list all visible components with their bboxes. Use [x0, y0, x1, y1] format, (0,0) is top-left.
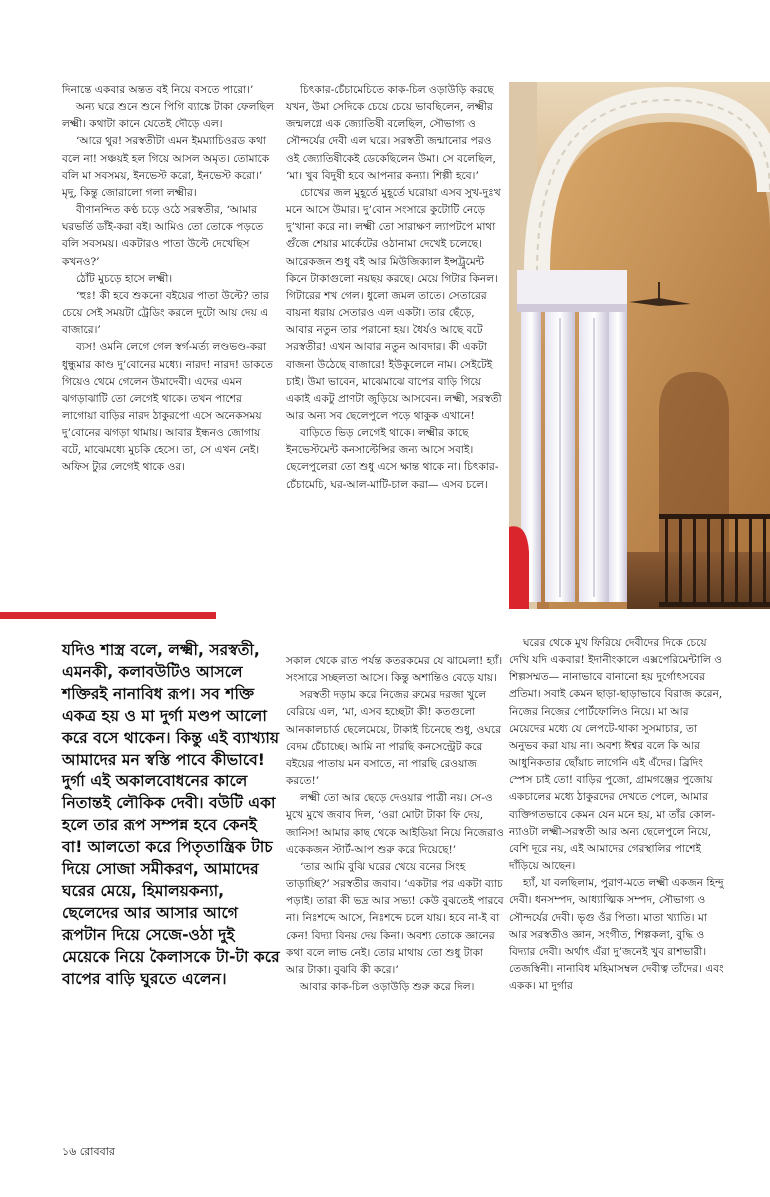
- page-folio: ১৬ রোববার: [62, 1145, 115, 1158]
- paragraph: ‘আরে থুর! সরস্বতীটা এমন ইমম্যাচিওরড কথা বলে না! সঞ্চয়ই হল গিয়ে আসল অমৃত। তোমাকে বলি মা সবসময়, ইনভেস্ট করো, ইনভেস্ট করো।’ মৃদু, কিন্তু জোরালো গলা লক্ষ্মীর।: [62, 135, 270, 199]
- paragraph: চোখের জল মুহূর্তে মুহূর্তে ঘরোয়া এসব সুখ-দুঃখ মনে আসে উমার। দু’বোন সংসারে কুটোটি নেড়ে দু’খানা করে না। লক্ষ্মী তো সারাক্ষণ ল্যাপটপে মাথা গুঁজে শেয়ার মার্কেটের ওঠানামা দেখেই চলেছে। আরেকজন শুধু বই আর মিউজিক্যাল ইন্সট্রুমেন্ট কিনে টাকাগুলো নয়ছয় করছে। মেয়ে গিটার কিনল। গিটারের শখ গেল। ধুলো জমল তাতে। সেতারের বায়না ধরায় সেতারও এল একটা। তার ছেঁড়ে, আবার নতুন তার পরানো হয়। ধৈর্যও আছে বটে সরস্বতীর! এখন আবার নতুন আবদার। কী একটা বাজনা উঠেছে বাজারে! ইউকুলেলে নাম। সেইটেই চাই। উমা ভাবেন, মাঝেমাঝে বাপের বাড়ি গিয়ে একাই একটু প্রাণটা জুড়িয়ে আসবেন। লক্ষ্মী, সরস্বতী আর অন্য সব ছেলেপুলে পড়ে থাকুক এখানে!: [286, 186, 502, 422]
- pull-quote: যদিও শাস্ত্র বলে, লক্ষ্মী, সরস্বতী, এমনকী, কলাবউটিও আসলে শক্তিরই নানাবিধ রূপ। সব শক্তি একত্র হয় ও মা দুর্গা মণ্ডপ আলো করে বসে থাকেন। কিন্তু এই ব্যাখ্যায় আমাদের মন স্বস্তি পাবে কীভাবে! দুর্গা এই অকালবোধনের কালে নিতান্তই লৌকিক দেবী। বউটি একা হলে তার রূপ সম্পন্ন হবে কেনই বা! আলতো করে পিতৃতান্ত্রিক টাচ দিয়ে সোজা সমীকরণ, আমাদের ঘরের মেয়ে, হিমালয়কন্যা, ছেলেদের আর আসার আগে রূপটান দিয়ে সেজে-ওঠা দুই মেয়েকে নিয়ে কৈলাসকে টা-টা করে বাপের বাড়ি ঘুরতে এলেন।: [62, 641, 280, 988]
- article-column-middle-lower: [286, 653, 504, 996]
- paragraph: বাড়িতে ভিড় লেগেই থাকে। লক্ষ্মীর কাছে ইনভেস্টমেন্ট কনসাল্টেন্সির জন্য আসে সবাই। ছেলেপুলেরা তো শুধু এসে ক্ষান্ত থাকে না। চিৎকার-চেঁচামেচি, ঘর-আল-মাটি-চাল করা— এসব চলে।: [286, 427, 499, 491]
- paragraph: ‘হুঃ! কী হবে শুকনো বইয়ের পাতা উল্টে? তার চেয়ে সেই সময়টা ট্রেডিং করলে দুটো আয় দেয় এ বাজারে।’: [62, 289, 269, 337]
- paragraph: ঠোঁট মুচড়ে হাসে লক্ষ্মী।: [76, 272, 173, 285]
- paragraph: অন্য ঘরে শুনে শুনে পিগি ব্যাঙ্কে টাকা ফেলছিল লক্ষ্মী। কথাটা কানে যেতেই দৌড়ে এল।: [62, 101, 274, 131]
- paragraph: আবার কাক-চিল ওড়াউড়ি শুরু করে দিল।: [300, 980, 475, 993]
- arched-hall-illustration: [509, 82, 770, 609]
- paragraph: সকাল থেকে রাত পর্যন্ত কতরকমের যে ঝামেলা! হ্যাঁ। সংসারে সচ্ছলতা আসে। কিন্তু অশান্তিও বেড়ে যায়।: [286, 655, 503, 685]
- article-column-left: [62, 82, 276, 477]
- paragraph: ‘তার আমি বুঝি ঘরের খেয়ে বনের সিংহ তাড়াচ্ছি?’ সরস্বতীর জবাব। ‘একটার পর একটা ব্যাচ পড়াই। তারা কী ভদ্র আর সভ্য! কেউ বুঝতেই পারবে না। নিঃশব্দে আসে, নিঃশব্দে চলে যায়। হবে না-ই বা কেন! বিদ্যা বিনয় দেয় কিনা। অবশ্য তোকে জ্ঞানের কথা বলে লাভ নেই। তোর মাথায় তো শুধু টাকা আর টাকা। বুঝবি কী করে।’: [286, 860, 504, 976]
- article-column-right: [509, 635, 725, 995]
- paragraph: বীণানন্দিত কণ্ঠ চড়ে ওঠে সরস্বতীর, ‘আমার ঘরভর্তি ডাঁই-করা বই। আমিও তো তোকে পড়তে বলি সবসময়। একটারও পাতা উল্টে দেখেছিস কখনও?’: [62, 204, 264, 268]
- paragraph: দিনান্তে একবার অন্তত বই নিয়ে বসতে পারো।’: [62, 84, 254, 96]
- paragraph: চিৎকার-চেঁচামেচিতে কাক-চিল ওড়াউড়ি করছে যখন, উমা সেদিকে চেয়ে চেয়ে ভাবছিলেন, লক্ষ্মীর জন্মলগ্নে এক জ্যোতিষী বলেছিল, সৌভাগ্য ও সৌন্দর্যের দেবী এল ঘরে। সরস্বতী জন্মানোর পরও ওই জ্যোতিষীকেই ডেকেছিলেন উমা। সে বলেছিল, ‘মা। খুব বিদুষী হবে আপনার কন্যা। শিল্পী হবে।’: [286, 84, 496, 182]
- paragraph: ঘরের থেকে মুখ ফিরিয়ে দেবীদের দিকে চেয়ে দেখি যদি একবার! ইদানীংকালে এক্সপেরিমেন্টালি ও শিল্পসম্মত— নানাভাবে বানানো হয় দুর্গোৎসবের প্রতিমা। সবাই কেমন ছাড়া-ছাড়াভাবে বিরাজ করেন, নিজের নিজের পোর্টফোলিও নিয়ে। মা আর মেয়েদের মধ্যে যে লেপটে-থাকা সুসমাচার, তা অনুভব করা যায় না। অবশ্য ঈশ্বর বলে কি আর আধুনিকতার ছোঁয়াচ লাগেনি এই এঁদের। ব্রিদিং স্পেস চাই তো! বাড়ির পুজো, গ্রামগঞ্জের পুজোয় একচালের মধ্যে ঠাকুরদের দেখতে পেলে, আমার ব্যক্তিগতভাবে কেমন যেন মনে হয়, মা তাঁর কোল-ন্যাওটা লক্ষ্মী-সরস্বতী আর অন্য ছেলেপুলে নিয়ে, বেশি দূরে নয়, এই আমাদের গেরস্থালির পাশেই দাঁড়িয়ে আছেন।: [509, 637, 723, 873]
- paragraph: লক্ষ্মী তো আর ছেড়ে দেওয়ার পাত্রী নয়। সে-ও মুখে মুখে জবাব দিল, ‘ওরা মোটা টাকা ফি দেয়, জানিস! আমার কাছ থেকে আইডিয়া নিয়ে নিজেরাও একেকজন স্টার্ট-আপ শুরু করে দিয়েছে!’: [286, 792, 504, 856]
- paragraph: সরস্বতী দড়াম করে নিজের রুমের দরজা খুলে বেরিয়ে এল, ‘মা, এসব হচ্ছেটা কী! কতগুলো আনকালচার্ড ছেলেমেয়ে, টাকাই চিনেছে শুধু, ওঘরে বেদম চেঁচাচ্ছে। আমি না পারছি কনসেন্ট্রেট করে বইয়ের পাতায় মন বসাতে, না পারছি রেওয়াজ করতে!’: [286, 689, 502, 788]
- accent-rule: [0, 612, 216, 619]
- article-column-middle: [286, 82, 504, 494]
- article-photo: [509, 82, 770, 609]
- paragraph: ব্যস! ওমনি লেগে গেল স্বর্গ-মর্ত্য লণ্ডভণ্ড-করা ধুন্ধুমার কাণ্ড দু’বোনের মধ্যে। নারদ! নারদ! ডাকতে গিয়েও থেমে গেলেন উমাদেবী। এদের এমন ঝগড়াঝাটি তো লেগেই থাকে। তখন পাশের লাগোয়া বাড়ির নারদ ঠাকুরপো এসে অনেকসময় দু’বোনের ঝগড়া থামায়। আবার ইন্ধনও জোগায় বটে, মাঝেমধ্যে মুচকি হেসে। তা, সে এখন নেই। অফিস ট্যুর লেগেই থাকে ওর।: [62, 341, 273, 474]
- paragraph: হ্যাঁ, যা বলছিলাম, পুরাণ-মতে লক্ষ্মী একজন হিন্দু দেবী। ধনসম্পদ, আধ্যাত্মিক সম্পদ, সৌভাগ্য ও সৌন্দর্যের দেবী। ভৃগু ওঁর পিতা। মাতা খ্যাতি। মা আর সরস্বতীও জ্ঞান, সংগীত, শিল্পকলা, বুদ্ধি ও বিদ্যার দেবী। অর্থাৎ এঁরা দু’জনেই খুব রাশভারী। তেজস্বিনী। নানাবিধ মহিমাসম্বল দেবীত্ব তাঁদের। এবং একক। মা দুর্গার: [509, 877, 724, 993]
